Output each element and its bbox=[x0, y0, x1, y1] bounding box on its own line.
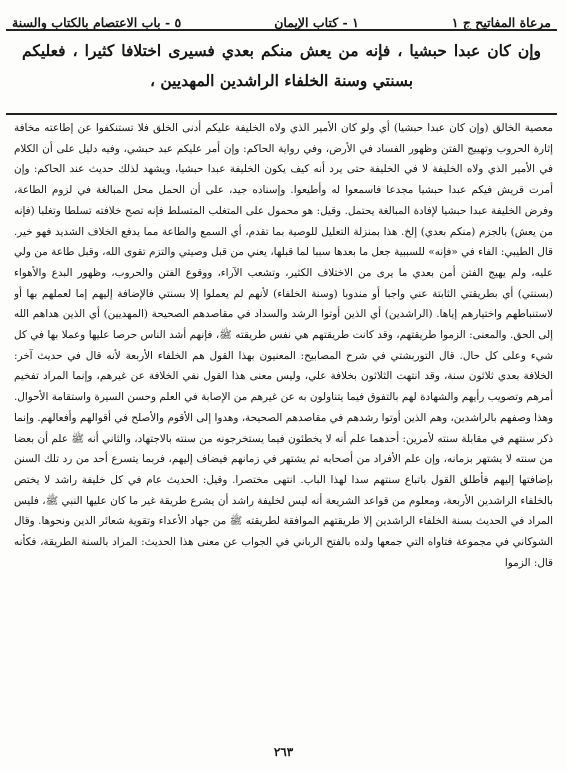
commentary-paragraph: معصية الخالق (وإن كان عبدا حبشيا) أي ولو كان الأمير الذي ولاه الخليفة عليكم أدنى الخلق فلا تستنكفوا عن إطاعته مخافة إثارة الحروب وتهييج الفتن وظهور الفساد في الأرض، وفي رواية الحاكم: وإن أمر عليكم عبد حبشي، وفيه دليل على أن الكلام في الأمير الذي ولاه الخليفة لا في الخليفة حتى يرد أنه كيف يكون الخليفة عبدا حبشيا، ويشهد لذلك حديث عند الحاكم: وإن أمرت قريش فيكم عبدا حبشيا مجدعا فاسمعوا له وأطيعوا. وإسناده جيد، على أن الحمل محل المبالغة في لزوم الطاعة، وفرض الخليفة عبدا حبشيا لإفادة المبالغة يحتمل. وقيل: هو محمول على المتغلب المتسلط فإنه تصح خلافته تسلطا وتغلبا (فإنه من يعش) بالجزم (منكم بعدي) إلخ. هذا بمنزلة التعليل للوصية بما تقدم، أي السمع والطاعة مما يدفع الخلاف الشديد فهو خير. قال الطيبي: الفاء في «فإنه» للسببية جعل ما بعدها سببا لما قبلها، يعني من قبل وصيتي والتزم تقوى الله، وقبل طاعة من ولي عليه، ولم يهيج الفتن أمن بعدي ما يرى من الاختلاف الكثير، وتشعب الآراء، ووقوع الفتن والحروب، وظهور البدع والأهواء (بسنتي) أي بطريقتي الثابتة عني واجبا أو مندوبا (وسنة الخلفاء) لأنهم لم يعملوا إلا بسنتي فالإضافة إليهم إما لعملهم بها أو لاستنباطهم واختيارهم إياها. (الراشدين) أي الذين أوتوا الرشد والسداد في مقاصدهم الصحيحة (المهديين) أي الذين هداهم الله إلى الحق. والمعنى: الزموا طريقتهم، وقد كانت طريقتهم هي نفس طريقته ﷺ، فإنهم أشد الناس حرصا عليها وعملا بها في كل شيء وعلى كل حال. قال التوربشتي في شرح المصابيح: المعنيون بهذا القول هم الخلفاء الأربعة لأنه قال في حديث آخر: الخلافة بعدي ثلاثون سنة، وقد انتهت الثلاثون بخلافة علي، وليس معنى هذا القول نفي الخلافة عن غيرهم، وإنما المراد تفخيم أمرهم وتصويب رأيهم والشهادة لهم بالتفوق فيما يتناولون به عن غيرهم من الإصابة في العلم وحسن السيرة واستقامة الأحوال. وهذا وصفهم بالراشدين، وهم الذين أوتوا رشدهم في مقاصدهم الصحيحة، وهدوا إلى الأقوم والأصلح في أقوالهم وأفعالهم. وإنما ذكر سنتهم في مقابلة سنته لأمرين: أحدهما علم أنه لا يخطئون فيما يستخرجونه من سنته بالاجتهاد، والثاني أنه ﷺ علم أن بعضا من سنته لا يشتهر بزمانه، وإن علم الأفراد من أصحابه ثم يشتهر في زمانهم فيضاف إليهم، فربما يتسرع أحد من رد تلك السنن بإضافتها إليهم فأطلق القول باتباع سنتهم سدا لهذا الباب. انتهى مختصرا. وقيل: الحديث عام في كل خليفة راشد لا يختص بالخلفاء الراشدين الأربعة، ومعلوم من قواعد الشريعة أنه ليس لخليفة راشد أن يشرع طريقة غير ما كان عليها النبي ﷺ، فليس المراد في الحديث بسنة الخلفاء الراشدين إلا طريقتهم الموافقة لطريقته ﷺ من جهاد الأعداء وتقوية شعائر الدين ونحوها. وقال الشوكاني في مجموعة فتاواه التي جمعها ولده بالفتح الرباني في الجواب عن معنى هذا الحديث: المراد بالسنة الطريقة، فكأنه قال: الزموا bbox=[14, 122, 553, 569]
page-number: ٢٦٣ bbox=[273, 745, 294, 759]
header-book-volume: مرعاة المفاتيح ج ١ bbox=[451, 15, 551, 30]
hadith-divider bbox=[6, 113, 557, 115]
header-chapter: ١ - كتاب الإيمان bbox=[274, 15, 359, 30]
commentary-body bbox=[14, 118, 553, 738]
header-divider bbox=[6, 29, 557, 31]
header-section: ٥ - باب الاعتصام بالكتاب والسنة bbox=[12, 15, 182, 30]
hadith-text: وإن كان عبدا حبشيا ، فإنه من يعش منكم بعدي فسيرى اختلافا كثيرا ، فعليكم بسنتي وسنة الخلفاء الراشدين المهديين ، bbox=[22, 41, 541, 90]
running-header bbox=[12, 4, 551, 30]
